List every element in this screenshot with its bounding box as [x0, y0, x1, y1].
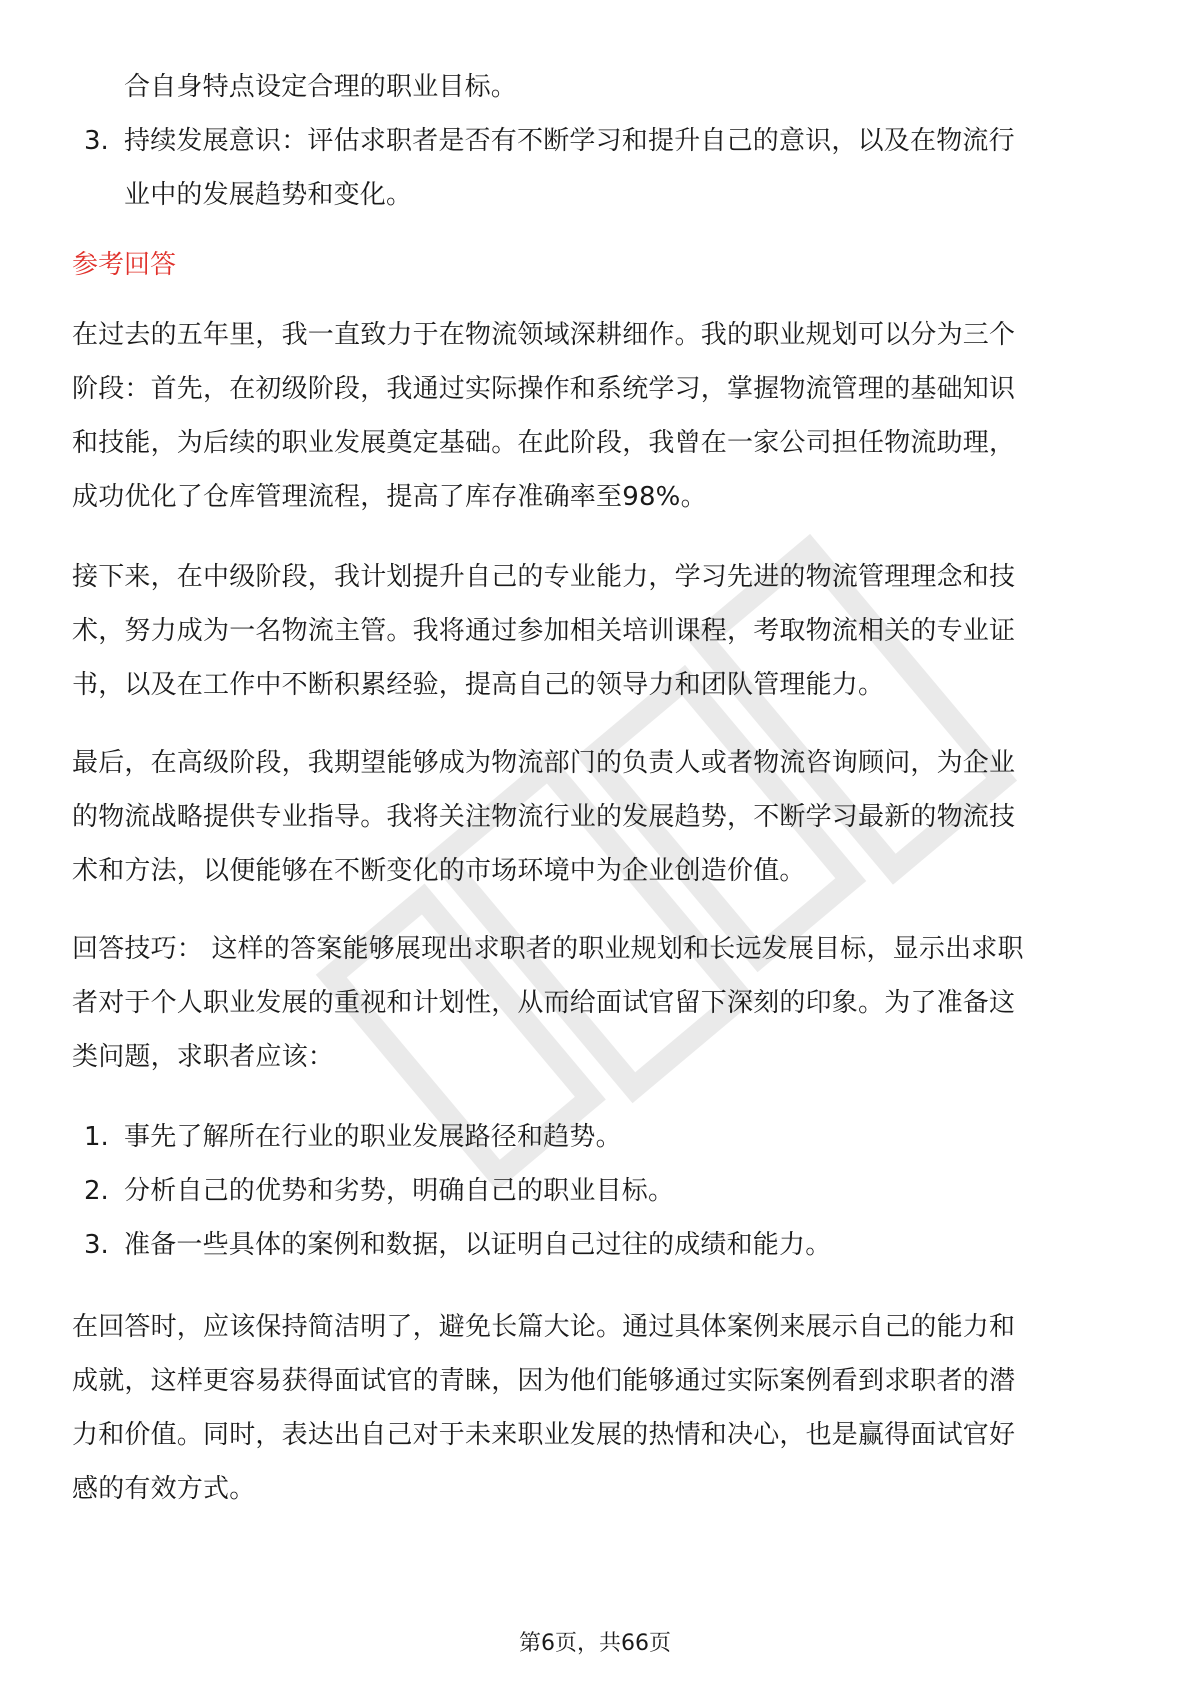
paragraph-line: 在过去的五年里，我一直致力于在物流领域深耕细作。我的职业规划可以分为三个 [72, 320, 1016, 350]
paragraph-line: 者对于个人职业发展的重视和计划性，从而给面试官留下深刻的印象。为了准备这 [72, 988, 1016, 1018]
paragraph-line: 成功优化了仓库管理流程，提高了库存准确率至98%。 [72, 482, 707, 512]
section-heading: 参考回答 [72, 250, 177, 280]
list-item-text: 分析自己的优势和劣势，明确自己的职业目标。 [124, 1176, 675, 1206]
list-item-text: 准备一些具体的案例和数据，以证明自己过往的成绩和能力。 [124, 1230, 832, 1260]
paragraph-line: 书，以及在工作中不断积累经验，提高自己的领导力和团队管理能力。 [72, 670, 885, 700]
paragraph-line: 在回答时，应该保持简洁明了，避免长篇大论。通过具体案例来展示自己的能力和 [72, 1312, 1016, 1342]
page-number-footer: 第6页，共66页 [519, 1631, 671, 1656]
list-item-text: 持续发展意识：评估求职者是否有不断学习和提升自己的意识，以及在物流行 [124, 126, 1015, 156]
paragraph-line: 的物流战略提供专业指导。我将关注物流行业的发展趋势，不断学习最新的物流技 [72, 802, 1016, 832]
list-item-text: 业中的发展趋势和变化。 [124, 180, 413, 210]
list-item-number: 1. [84, 1122, 109, 1152]
list-item-number: 3. [84, 126, 109, 156]
list-item-number: 2. [84, 1176, 109, 1206]
paragraph-line: 阶段：首先，在初级阶段，我通过实际操作和系统学习，掌握物流管理的基础知识 [72, 374, 1016, 404]
paragraph-line: 回答技巧： 这样的答案能够展现出求职者的职业规划和长远发展目标，显示出求职 [72, 934, 1024, 964]
paragraph-line: 最后，在高级阶段，我期望能够成为物流部门的负责人或者物流咨询顾问，为企业 [72, 748, 1016, 778]
list-item-text: 事先了解所在行业的职业发展路径和趋势。 [124, 1122, 622, 1152]
paragraph-line: 感的有效方式。 [72, 1474, 256, 1504]
paragraph-line: 接下来，在中级阶段，我计划提升自己的专业能力，学习先进的物流管理理念和技 [72, 562, 1016, 592]
paragraph-line: 术和方法，以便能够在不断变化的市场环境中为企业创造价值。 [72, 856, 806, 886]
paragraph-line: 和技能，为后续的职业发展奠定基础。在此阶段，我曾在一家公司担任物流助理， [72, 428, 1016, 458]
paragraph-line: 力和价值。同时，表达出自己对于未来职业发展的热情和决心，也是赢得面试官好 [72, 1420, 1016, 1450]
paragraph-line: 成就，这样更容易获得面试官的青睐，因为他们能够通过实际案例看到求职者的潜 [72, 1366, 1016, 1396]
paragraph-line: 类问题，求职者应该： [72, 1042, 335, 1072]
list-item-number: 3. [84, 1230, 109, 1260]
list-item-continuation: 合自身特点设定合理的职业目标。 [124, 72, 518, 102]
paragraph-line: 术，努力成为一名物流主管。我将通过参加相关培训课程，考取物流相关的专业证 [72, 616, 1016, 646]
